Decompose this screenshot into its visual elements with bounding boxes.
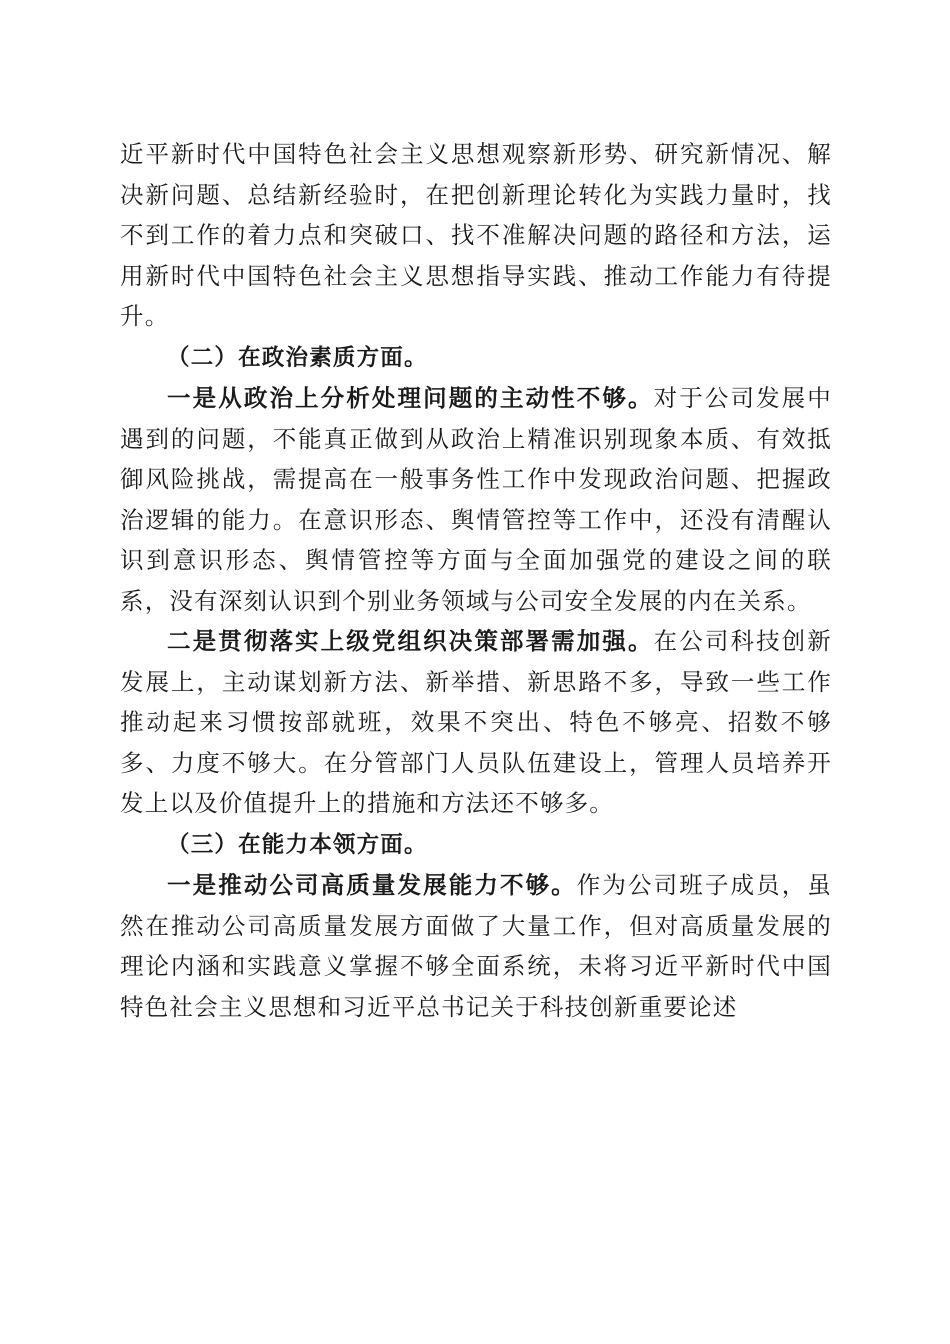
section-heading-text: （二）在政治素质方面。: [167, 344, 428, 371]
document-body: [120, 134, 832, 1027]
paragraph-high-quality-development: [120, 865, 832, 1027]
section-heading-ability: [120, 824, 832, 866]
paragraph-text: 对于公司发展中遇到的问题，不能真正做到从政治上精准识别现象本质、有效抵御风险挑战，需提高在一般事务性工作中发现政治问题、把握政治逻辑的能力。在意识形态、舆情管控等工作中，还没有清醒认识到意识形态、舆情管控等方面与全面加强党的建设之间的联系，没有深刻认识到个别业务领域与公司安全发展的内在关系。: [120, 384, 832, 615]
paragraph-text: 作为公司班子成员，虽然在推动公司高质量发展方面做了大量工作，但对高质量发展的理论内涵和实践意义掌握不够全面系统，未将习近平新时代中国特色社会主义思想和习近平总书记关于科技创新重要论述: [120, 871, 833, 1021]
continued-paragraph: [120, 134, 832, 337]
paragraph-text: 在公司科技创新发展上，主动谋划新方法、新举措、新思路不多，导致一些工作推动起来习惯按部就班，效果不突出、特色不够亮、招数不够多、力度不够大。在分管部门人员队伍建设上，管理人员培养开发上以及价值提升上的措施和方法还不够多。: [120, 627, 832, 817]
section-heading-political-quality: [120, 337, 832, 379]
paragraph-text: 近平新时代中国特色社会主义思想观察新形势、研究新情况、解决新问题、总结新经验时，在把创新理论转化为实践力量时，找不到工作的着力点和突破口、找不准解决问题的路径和方法，运用新时代中国特色社会主义思想指导实践、推动工作能力有待提升。: [120, 140, 832, 330]
section-heading-text: （三）在能力本领方面。: [167, 831, 428, 858]
paragraph-political-analysis: [120, 378, 832, 621]
paragraph-lead: 二是贯彻落实上级党组织决策部署需加强。: [167, 627, 654, 655]
paragraph-lead: 一是从政治上分析处理问题的主动性不够。: [167, 384, 654, 412]
paragraph-implementation: [120, 621, 832, 824]
paragraph-lead: 一是推动公司高质量发展能力不够。: [167, 871, 577, 899]
